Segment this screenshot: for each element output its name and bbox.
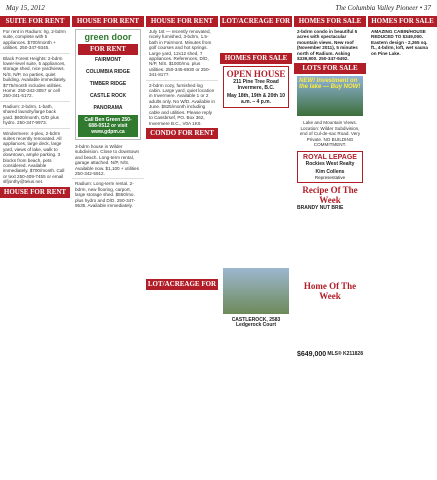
ad-subheading: FOR RENT [78, 44, 138, 55]
company-name: ROYAL LEPAGE [303, 154, 357, 162]
section-heading: HOMES FOR SALE [294, 16, 366, 27]
section-heading: HOUSE FOR RENT [146, 16, 218, 27]
column-house-for-rent-2 [146, 16, 218, 480]
agent-title: Representative [314, 175, 346, 181]
green-door-ad [75, 29, 141, 140]
column-house-for-rent [72, 16, 144, 480]
section-heading: SUITE FOR RENT [0, 16, 70, 27]
column-suite-for-rent [0, 16, 70, 480]
open-house-ad [223, 66, 289, 108]
classified-ad: July 1st — recently renovated, nicely furnished, 3-bdrm, 1.5-bath in Fairmont. Minutes from golf courses and hot springs. Large yard, 12x12 shed, 7 appliances. References, D/D, N/P, N/S. $1000/mo. plus utilities. 250-345-6930 or 250-341-8177. [149, 29, 212, 78]
classified-ad: Radium: 2-bdrm, 1-bath, shared laundry/large back yard. $600/month, D/D plus hydro. 250-347-9973. [0, 101, 70, 128]
section-heading: LOTS FOR SALE [294, 63, 366, 74]
price-row [297, 351, 363, 358]
listing-name: PANORAMA [93, 105, 123, 111]
listing-name: FAIRMONT [94, 57, 122, 63]
classified-ad: Radium: Long-term rental. 2-bdrm, new flooring, carport, large storage shed. $550/mo. plus hydro and D/D. 250-347-9535. Available immediately. [72, 178, 144, 210]
listing-photo [223, 268, 289, 314]
section-heading: HOMES FOR SALE [220, 53, 292, 64]
section-heading: HOUSE FOR RENT [0, 187, 70, 198]
call-to-action: Call Ben Green 250-688-0512 or visit www.gdpm.ca [78, 115, 138, 137]
company-sub: Rockies West Realty [305, 161, 355, 168]
new-banner-label: NEW! Investment on the lake — Buy NOW! [299, 78, 361, 91]
classified-ad: Black Forest Heights: 2-bdrm lower-level suite, 5 appliances, storage shed, nice yard/views. N/S, N/P, no parties, quiet building. Available immediately. $775/month includes utilities. Home: 250-342-3057 or cell 250-341-5172. [0, 53, 70, 101]
publication-name: The Columbia Valley Pioneer • 37 [335, 4, 431, 12]
classified-ad: 2-bdrm cozy, furnished log cabin. Large yard, quiet location in Invermere. Available 1 or 2 adults only. No W/D. Available in June. $825/month including cable and utilities. Please reply to Cassbrsef, PO. Box 362, Invermere B.C., V0A 1K0. [146, 80, 218, 128]
section-heading: LOT/ACREAGE FOR SALE [147, 279, 217, 299]
listing-title: CASTLEROCK, 2583 Ledgerock Court [231, 317, 281, 329]
section-heading: CONDO FOR RENT [146, 128, 218, 139]
mls-number: MLS® K211828 [327, 351, 363, 358]
section-heading: HOUSE FOR RENT [72, 16, 144, 27]
agent-name: Kim Collens [315, 169, 345, 176]
issue-date: May 15, 2012 [6, 4, 45, 12]
column-lot-acreage [220, 16, 292, 480]
classified-ad: Windermere: 4-plex, 2-bdrm suites recently renovated. All appliances, large deck, large yard, views of lake, walk to downtown, ample parking. 3 blocks from beach, pets considered. Available immediately. $700/month. Call or text 250-409-7455 or email slfjonthy@telus.net. [0, 128, 70, 187]
listing-name: TIMBER RIDGE [89, 81, 127, 87]
open-house-address: 211 Pine Tree Road Invermere, B.C. [233, 79, 279, 91]
recipe-name: BRANDY NUT BRIE [297, 205, 344, 212]
listing-name: COLUMBIA RIDGE [86, 69, 130, 75]
open-house-dates: May 18th, 19th & 20th 10 a.m. – 4 p.m. [226, 93, 286, 105]
column-homes-for-sale-2 [368, 16, 437, 480]
section-heading: HOMES FOR SALE [368, 16, 437, 27]
lake-banner [297, 76, 363, 116]
column-homes-for-sale [294, 16, 366, 480]
classified-ad: For rent in Radium: lrg. 2-bdrm suite, complete with 5 appliances. $700/month + utilities. 250-347-9345. [3, 29, 66, 51]
classified-ad: 2-bdrm condo in beautiful 5 acres with spectacular mountain views. New roof (November 2011), 5 minutes north of Radium. Asking $339,900. 250-347-9492. [297, 29, 358, 62]
classified-ad: AMAZING CABIN/HOUSE REDUCED TO $349,000. Eastern design - 2,265 sq. ft., 4-bdrm, loft, wet sauna on Pine Lake. [371, 29, 428, 56]
page-header [0, 0, 437, 16]
listing-price: $649,000 [297, 351, 327, 359]
recipe-title: Recipe Of The Week [302, 185, 358, 206]
home-title: Home Of The Week [303, 281, 357, 302]
classified-ad: 3-bdrm house in Wilder subdivision. Close to downtown and beach. Long-term rental, garage attached. N/P, N/S. Available now. $1,100 + utilities 250-342-5912. [75, 144, 140, 177]
lot-description: Lake and Mountain Views. Location: Wilder Subdivision, end of Cul-de-sac Road. Very Private. NO BUILDING COMMITMENT. [299, 120, 361, 148]
listing-name: CASTLE ROCK [89, 93, 127, 99]
royal-lepage-ad [297, 151, 363, 183]
open-house-title: OPEN HOUSE [226, 69, 286, 79]
green-door-logo: green door [84, 32, 132, 42]
section-heading: LOT/ACREAGE FOR SALE [221, 17, 291, 36]
